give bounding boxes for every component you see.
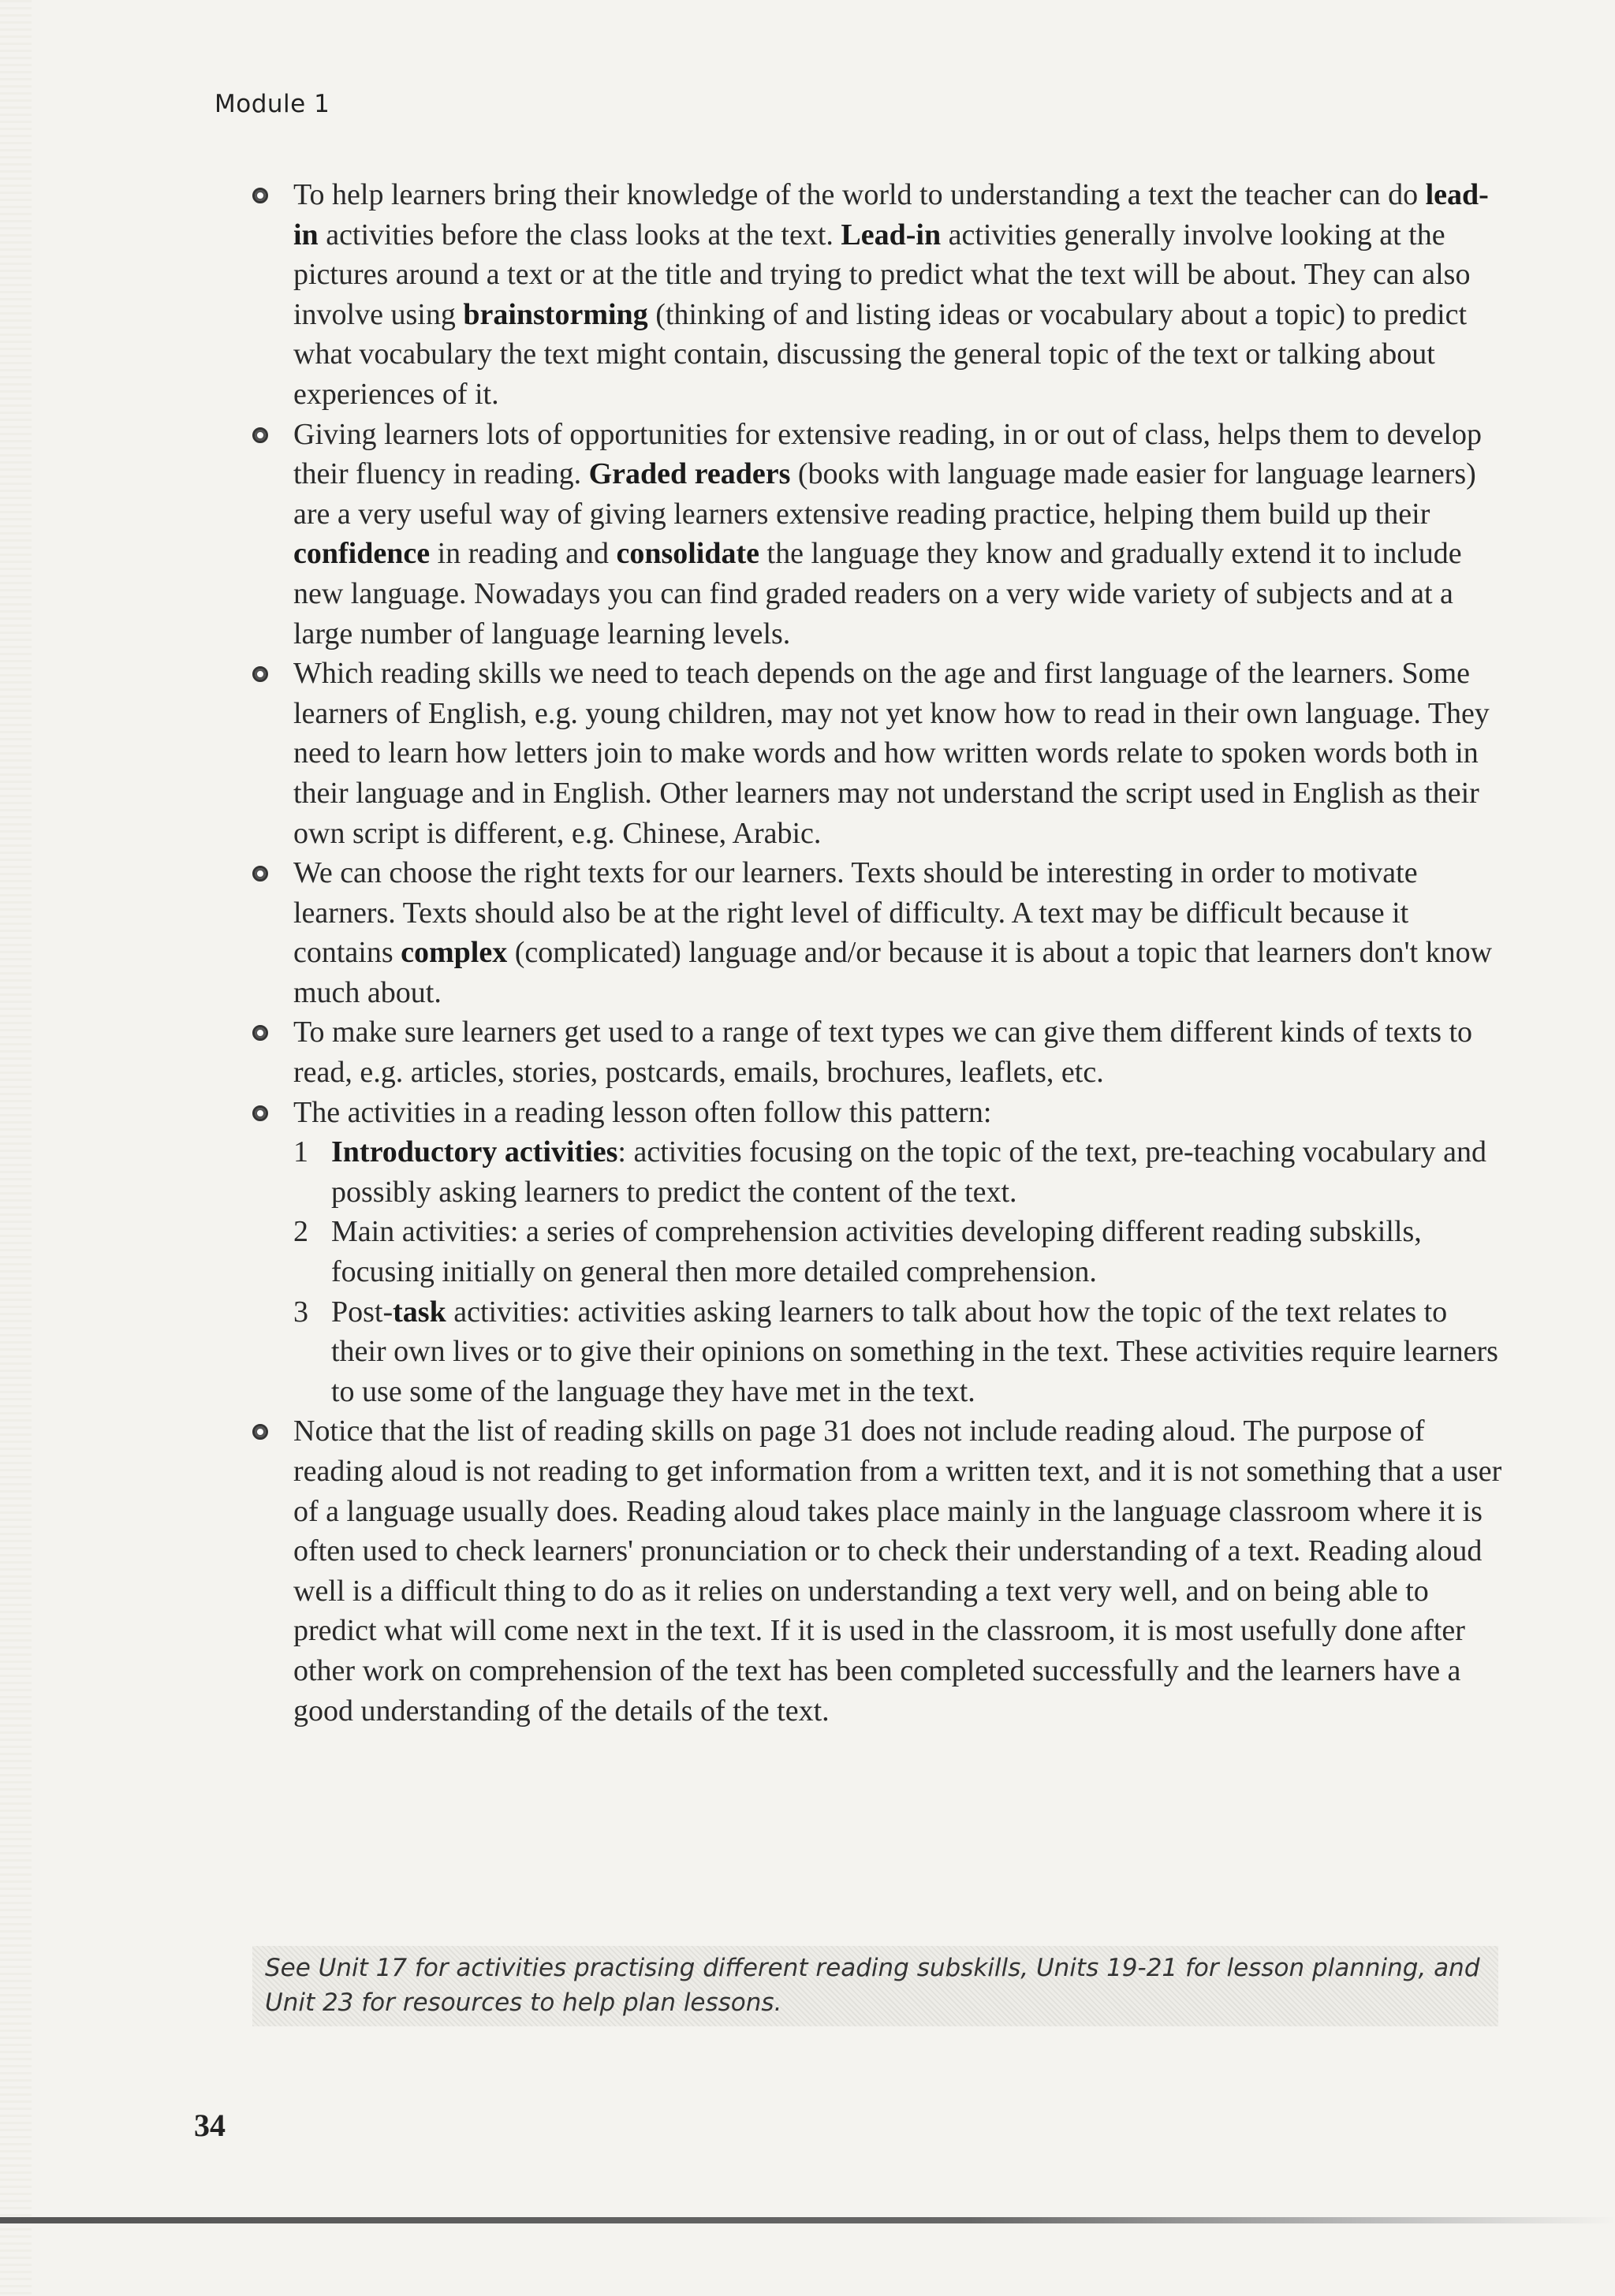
bullet-text — [293, 175, 1508, 415]
text-run: Post- — [331, 1295, 393, 1329]
module-header: Module 1 — [214, 90, 330, 118]
bullet-icon — [252, 427, 268, 443]
text-run: To help learners bring their knowledge of the world to understanding a text the teacher can do — [293, 178, 1426, 211]
bullet-icon — [252, 1424, 268, 1440]
bullet-item — [293, 1411, 1508, 1731]
see-also-note: See Unit 17 for activities practising different reading subskills, Units 19-21 for lesson planning, and Unit 23 for resources to help plan lessons. — [252, 1946, 1498, 2026]
text-run: We can choose the right texts for our learners. Texts should be interesting in order to motivate learners. Texts should also be at the right level of difficulty. A text may be difficult because it contains — [293, 856, 1418, 970]
key-term: brainstorming — [463, 297, 648, 331]
bullet-text — [293, 415, 1508, 654]
item-number: 2 — [293, 1215, 308, 1249]
numbered-item-text — [331, 1135, 1486, 1209]
key-term: complex — [401, 936, 508, 970]
key-term: lead-in — [293, 178, 1489, 252]
bottom-rule — [0, 2217, 1615, 2223]
bullet-icon — [252, 1105, 268, 1121]
key-term: consolidate — [616, 537, 760, 571]
numbered-item — [293, 1132, 1508, 1212]
key-term: Graded readers — [588, 457, 791, 491]
bullet-icon — [252, 188, 268, 203]
text-run: To make sure learners get used to a range of text types we can give them different kinds of texts to read, e.g. articles, stories, postcards, emails, brochures, leaflets, etc. — [293, 1016, 1473, 1090]
page-number: 34 — [194, 2108, 226, 2143]
bullet-item — [293, 1012, 1508, 1092]
key-term: Introductory activities — [331, 1135, 618, 1169]
key-term: task — [393, 1295, 446, 1329]
bullet-item — [293, 853, 1508, 1012]
key-term: Lead-in — [841, 218, 942, 252]
text-run: activities: activities asking learners to talk about how the topic of the text relates to their own lives or to give their opinions on something in the text. These activities require learners to use some of the language they have met in the text. — [331, 1295, 1498, 1408]
numbered-item-text — [331, 1295, 1498, 1408]
bullet-item — [293, 1093, 1508, 1412]
numbered-item-text — [331, 1215, 1422, 1288]
key-term: confidence — [293, 537, 431, 571]
bullet-text — [293, 1012, 1508, 1092]
bullet-text — [293, 1411, 1508, 1731]
text-run: (books with language made easier for language learners) are a very useful way of giving learners extensive reading practice, helping them build up their — [293, 457, 1476, 531]
bullet-text — [293, 654, 1508, 853]
text-run: Giving learners lots of opportunities for extensive reading, in or out of class, helps them to develop their fluency in reading. — [293, 417, 1482, 491]
text-run: Main activities: a series of comprehension activities developing different reading subskills, focusing initially on general then more detailed comprehension. — [331, 1215, 1422, 1289]
text-run: (complicated) language and/or because it is about a topic that learners don't know much about. — [293, 936, 1493, 1009]
bullet-text — [293, 853, 1508, 1012]
item-number: 3 — [293, 1295, 308, 1329]
numbered-sublist — [293, 1132, 1508, 1411]
bullet-icon — [252, 1025, 268, 1041]
bullet-item — [293, 415, 1508, 654]
bullet-text — [293, 1093, 1508, 1133]
numbered-item — [293, 1212, 1508, 1292]
text-run: Notice that the list of reading skills on page 31 does not include reading aloud. The purpose of reading aloud is not reading to get information from a written text, and it is not something that a user of a language usually does. Reading aloud takes place mainly in the language classroom where it is often used to check learners' pronunciation or to check their understanding of a text. Reading aloud well is a difficult thing to do as it relies on understanding a text very well, and on being able to predict what will come next in the text. If it is used in the classroom, it is most usefully done after other work on comprehension of the text has been completed successfully and the learners have a good understanding of the details of the text. — [293, 1414, 1502, 1728]
bullet-icon — [252, 666, 268, 682]
text-run: activities generally involve looking at the pictures around a text or at the title and trying to predict what the text will be about. They can also involve using — [293, 218, 1471, 331]
text-run: : activities focusing on the topic of the text, pre-teaching vocabulary and possibly asking learners to predict the content of the text. — [331, 1135, 1487, 1209]
text-run: in reading and — [430, 537, 617, 571]
text-run: activities before the class looks at the text. — [318, 218, 841, 252]
bullet-item — [293, 654, 1508, 853]
text-run: Which reading skills we need to teach depends on the age and first language of the learners. Some learners of English, e.g. young children, may not yet know how to read in their own language. They need to learn how letters join to make words and how written words relate to spoken words both in their language and in English. Other learners may not understand the script used in English as their own script is different, e.g. Chinese, Arabic. — [293, 657, 1490, 850]
numbered-item — [293, 1292, 1508, 1412]
text-run: (thinking of and listing ideas or vocabulary about a topic) to predict what vocabulary the text might contain, discussing the general topic of the text or talking about experiences of it. — [293, 297, 1468, 411]
text-run: The activities in a reading lesson often follow this pattern: — [293, 1095, 992, 1129]
text-run: the language they know and gradually extend it to include new language. Nowadays you can find graded readers on a very wide variety of subjects and at a large number of language learning levels. — [293, 537, 1462, 650]
page-edge-shading — [0, 0, 32, 2296]
item-number: 1 — [293, 1135, 308, 1169]
bullet-icon — [252, 866, 268, 882]
bullet-item — [293, 175, 1508, 415]
main-text-column — [293, 175, 1508, 1731]
